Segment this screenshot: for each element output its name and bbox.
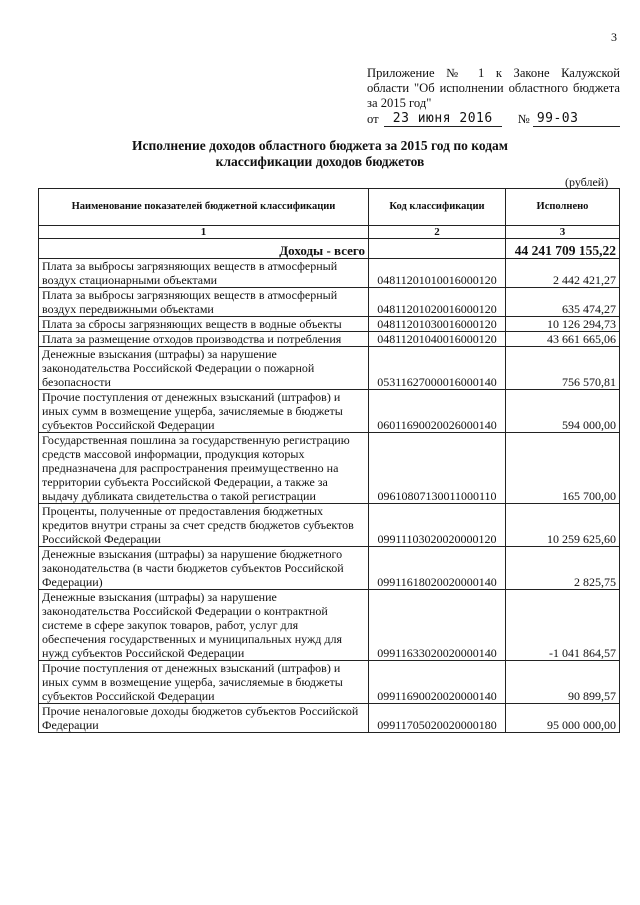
row-value-cell: 756 570,81	[506, 347, 620, 390]
currency-unit: (рублей)	[565, 175, 609, 189]
table-row	[39, 504, 620, 547]
row-code-cell: 04811201020016000120	[369, 288, 506, 317]
row-name-cell: Прочие поступления от денежных взысканий (штрафов) и иных сумм в возмещение ущерба, зачисляемые в бюджеты субъектов Российской Федерации	[39, 390, 369, 433]
row-name-cell: Прочие поступления от денежных взысканий (штрафов) и иных сумм в возмещение ущерба, зачисляемые в бюджеты субъектов Российской Федерации	[39, 661, 369, 704]
appendix-line-3: за 2015 год"	[367, 96, 432, 110]
row-value-cell: 635 474,27	[506, 288, 620, 317]
revenue-table	[38, 188, 620, 733]
row-code-cell: 09911618020020000140	[369, 547, 506, 590]
header-name: Наименование показателей бюджетной классификации	[39, 189, 369, 226]
row-value-cell: 594 000,00	[506, 390, 620, 433]
row-name-cell: Плата за выбросы загрязняющих веществ в атмосферный воздух передвижными объектами	[39, 288, 369, 317]
title-line-2: классификации доходов бюджетов	[215, 154, 425, 169]
row-value-cell: 95 000 000,00	[506, 704, 620, 733]
row-code-cell: 06011690020026000140	[369, 390, 506, 433]
total-code	[369, 239, 506, 259]
page-number: 3	[611, 30, 617, 44]
row-name-cell: Плата за сбросы загрязняющих веществ в водные объекты	[39, 317, 369, 332]
row-value-cell: -1 041 864,57	[506, 590, 620, 661]
index-cell: 3	[506, 226, 620, 239]
row-name-cell: Денежные взыскания (штрафы) за нарушение законодательства Российской Федерации о пожарной безопасности	[39, 347, 369, 390]
table-row	[39, 317, 620, 332]
total-row	[39, 239, 620, 259]
table-row	[39, 590, 620, 661]
index-cell: 2	[369, 226, 506, 239]
row-value-cell: 2 442 421,27	[506, 259, 620, 288]
appendix-date-row	[367, 112, 620, 127]
title-line-1: Исполнение доходов областного бюджета за 2015 год по кодам	[132, 138, 508, 153]
table-row	[39, 347, 620, 390]
row-name-cell: Денежные взыскания (штрафы) за нарушение законодательства Российской Федерации о контрактной системе в сфере закупок товаров, работ, услуг для обеспечения государственных и муниципальных нужд для нужд субъектов Российской Федерации	[39, 590, 369, 661]
index-cell: 1	[39, 226, 369, 239]
table-row	[39, 259, 620, 288]
document-title	[100, 138, 540, 170]
row-value-cell: 90 899,57	[506, 661, 620, 704]
row-code-cell: 04811201040016000120	[369, 332, 506, 347]
total-label: Доходы - всего	[39, 239, 369, 259]
row-value-cell: 43 661 665,06	[506, 332, 620, 347]
table-row	[39, 390, 620, 433]
row-name-cell: Плата за размещение отходов производства и потребления	[39, 332, 369, 347]
appendix-line-1: Приложение № 1 к Законе Калужской	[367, 66, 620, 80]
row-code-cell: 05311627000016000140	[369, 347, 506, 390]
number-label: №	[517, 112, 530, 126]
row-name-cell: Государственная пошлина за государственную регистрацию средств массовой информации, продукция которых предназначена для распространения преимущественно на территории субъекта Российской Федерации, а также за выдачу дубликата свидетельства о такой регистрации	[39, 433, 369, 504]
header-executed: Исполнено	[506, 189, 620, 226]
row-value-cell: 10 126 294,73	[506, 317, 620, 332]
table-row	[39, 661, 620, 704]
row-name-cell: Прочие неналоговые доходы бюджетов субъектов Российской Федерации	[39, 704, 369, 733]
row-name-cell: Плата за выбросы загрязняющих веществ в атмосферный воздух стационарными объектами	[39, 259, 369, 288]
appendix-block	[367, 66, 620, 127]
row-value-cell: 165 700,00	[506, 433, 620, 504]
row-code-cell: 09911103020020000120	[369, 504, 506, 547]
index-row	[39, 226, 620, 239]
row-value-cell: 2 825,75	[506, 547, 620, 590]
row-code-cell: 09610807130011000110	[369, 433, 506, 504]
table-header-row	[39, 189, 620, 226]
from-label: от	[367, 112, 379, 126]
row-code-cell: 04811201030016000120	[369, 317, 506, 332]
table-row	[39, 288, 620, 317]
row-code-cell: 09911690020020000140	[369, 661, 506, 704]
header-code: Код классификации	[369, 189, 506, 226]
law-number: 99-03	[533, 112, 620, 127]
table-row	[39, 433, 620, 504]
total-value: 44 241 709 155,22	[506, 239, 620, 259]
row-value-cell: 10 259 625,60	[506, 504, 620, 547]
table-row	[39, 332, 620, 347]
row-code-cell: 09911705020020000180	[369, 704, 506, 733]
table-row	[39, 547, 620, 590]
row-code-cell: 04811201010016000120	[369, 259, 506, 288]
law-date: 23 июня 2016	[384, 112, 502, 127]
table-row	[39, 704, 620, 733]
row-code-cell: 09911633020020000140	[369, 590, 506, 661]
row-name-cell: Денежные взыскания (штрафы) за нарушение бюджетного законодательства (в части бюджетов субъектов Российской Федерации)	[39, 547, 369, 590]
appendix-line-2: области "Об исполнении областного бюджета	[367, 81, 620, 95]
row-name-cell: Проценты, полученные от предоставления бюджетных кредитов внутри страны за счет средств бюджетов субъектов Российской Федерации	[39, 504, 369, 547]
